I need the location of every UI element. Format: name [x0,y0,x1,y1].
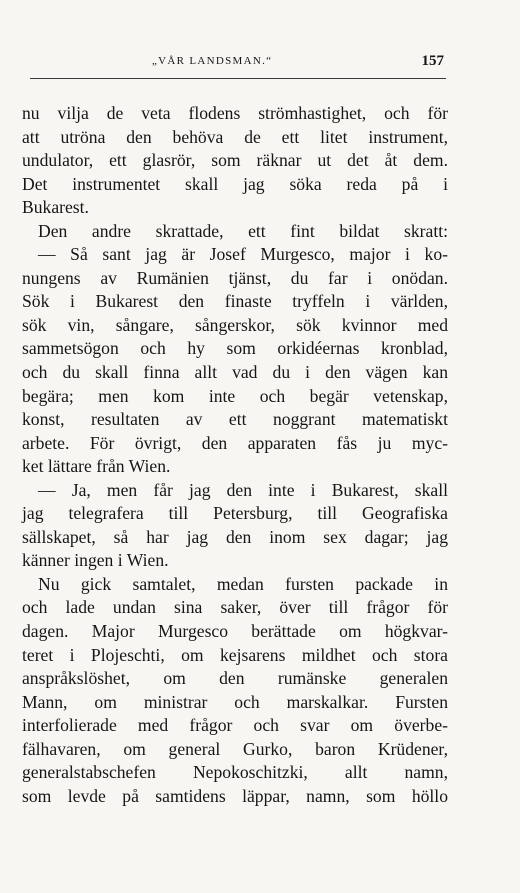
text-line: Den andre skrattade, ett fint bildat skratt: [38,220,448,241]
text-line: Nu gick samtalet, medan fursten packade in [38,573,448,594]
text-line: arbete. För övrigt, den apparaten fås ju myc- [22,432,448,453]
text-line: — Ja, men får jag den inte i Bukarest, skall [38,479,448,500]
header-rule [30,78,446,79]
text-line: att utröna den behöva de ett litet instrument, [22,126,448,147]
text-line: Bukarest. [22,197,89,218]
running-head-title: „VÅR LANDSMAN.“ [152,55,273,67]
text-line: sammetsögon och hy som orkidéernas kronblad, [22,338,448,359]
text-line: anspråkslöshet, om den rumänske generalen [22,668,448,689]
text-line: jag telegrafera till Petersburg, till Geografiska [22,503,448,524]
text-line: sällskapet, så har jag den inom sex dagar; jag [22,526,448,547]
body-text [22,102,448,808]
text-line: och lade undan sina saker, över till frågor för [22,597,448,618]
text-line: nungens av Rumänien tjänst, du far i onödan. [22,267,448,288]
text-line: interfolierade med frågor och svar om överbe- [22,715,448,736]
text-line: ket lättare från Wien. [22,456,171,477]
text-line: konst, resultaten av ett noggrant matematiskt [22,409,448,430]
text-line: sök vin, sångare, sångerskor, sök kvinnor med [22,314,448,335]
text-line: känner ingen i Wien. [22,550,169,571]
text-line: generalstabschefen Nepokoschitzki, allt namn, [22,762,448,783]
text-line: Det instrumentet skall jag söka reda på i [22,173,448,194]
text-line: fälhavaren, om general Gurko, baron Krüdener, [22,738,448,759]
running-head [22,55,444,75]
text-line: som levde på samtidens läppar, namn, som höllo [22,785,448,806]
text-line: undulator, ett glasrör, som räknar ut det åt dem. [22,150,448,171]
text-line: teret i Plojeschti, om kejsarens mildhet och stora [22,644,448,665]
text-line: dagen. Major Murgesco berättade om högkvar- [22,621,448,642]
page-number: 157 [421,53,444,69]
text-line: begära; men kom inte och begär vetenskap, [22,385,448,406]
text-line: Mann, om ministrar och marskalkar. Fursten [22,691,448,712]
text-line: nu vilja de veta flodens strömhastighet, och för [22,103,448,123]
text-line: och du skall finna allt vad du i den vägen kan [22,362,448,383]
text-line: — Så sant jag är Josef Murgesco, major i ko- [38,244,448,265]
text-line: Sök i Bukarest den finaste tryffeln i världen, [22,291,448,312]
